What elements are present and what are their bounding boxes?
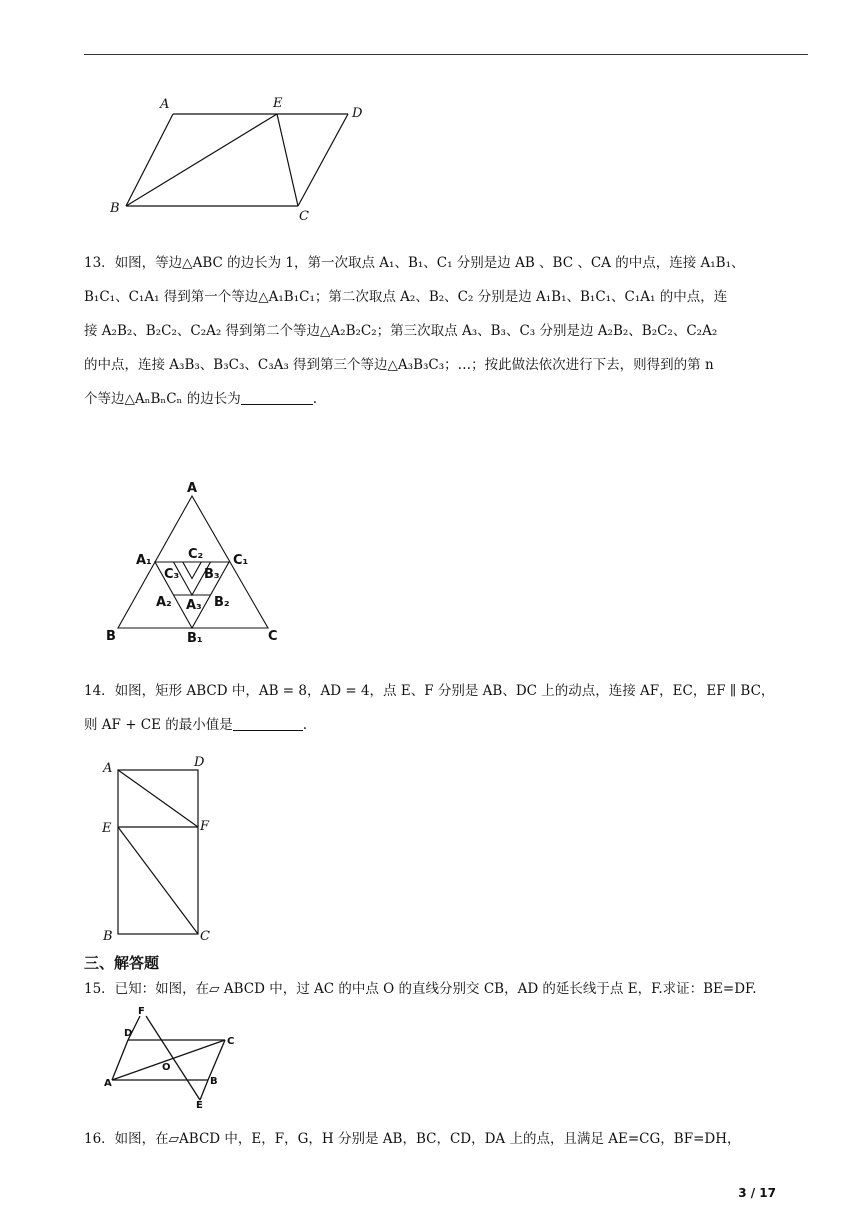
label-C3: C₃ (164, 567, 180, 582)
section-heading-3: 三、解答题 (84, 954, 160, 972)
question-14 (84, 674, 810, 742)
q14-text-1: 如图，矩形 ABCD 中，AB = 8，AD = 4，点 E、F 分别是 AB、DC 上的动点，连接 AF，EC，EF ∥ BC， (114, 683, 775, 699)
figure-q15 (100, 1004, 250, 1114)
label-A: A (160, 97, 170, 112)
label-C1: C₁ (233, 553, 249, 568)
figure-q12-parallelogram (100, 90, 380, 230)
answer-blank-13[interactable] (241, 390, 313, 405)
page-number: 3 / 17 (738, 1186, 776, 1200)
q16-line-1: 16．如图，在▱ABCD 中，E，F，G，H 分别是 AB，BC，CD，DA 上的点，且满足 AE=CG，BF=DH， (84, 1131, 741, 1147)
q14-text-2: 则 AF + CE 的最小值是 (84, 717, 233, 733)
label-E: E (273, 96, 283, 111)
label-B: B (210, 1076, 218, 1087)
q14-number: 14． (84, 683, 115, 699)
label-C: C (268, 629, 278, 644)
question-13 (84, 246, 810, 416)
label-F: F (200, 819, 210, 834)
label-E: E (196, 1100, 203, 1111)
label-B: B (103, 929, 113, 944)
label-D: D (194, 755, 205, 770)
label-B: B (106, 629, 116, 644)
label-D: D (352, 106, 363, 121)
label-O: O (162, 1062, 171, 1073)
q14-line-1 (84, 674, 810, 708)
q14-end: . (302, 717, 308, 733)
label-A2: A₂ (156, 595, 172, 610)
q13-end: . (312, 391, 317, 407)
label-A3: A₃ (186, 598, 202, 613)
label-B2: B₂ (214, 595, 230, 610)
q13-line-4: 的中点，连接 A₃B₃、B₃C₃、C₃A₃ 得到第三个等边△A₃B₃C₃；…；按此做法依次进行下去，则得到的第 n (84, 357, 714, 373)
label-A: A (103, 761, 113, 776)
label-D: D (124, 1028, 133, 1039)
label-B: B (110, 201, 120, 216)
label-C: C (200, 929, 210, 944)
answer-blank-14[interactable] (233, 716, 303, 731)
label-B1: B₁ (187, 631, 203, 646)
q13-number: 13． (84, 255, 115, 271)
figure-q13-triangles (100, 478, 300, 648)
q13-line-3: 接 A₂B₂、B₂C₂、C₂A₂ 得到第二个等边△A₂B₂C₂；第三次取点 A₃、B₃、C₃ 分别是边 A₂B₂、B₂C₂、C₂A₂ (84, 323, 718, 339)
label-C: C (299, 209, 309, 224)
label-B3: B₃ (204, 567, 220, 582)
label-E: E (102, 821, 112, 836)
question-15 (84, 972, 810, 1006)
q13-text-1: 如图，等边△ABC 的边长为 1，第一次取点 A₁、B₁、C₁ 分别是边 AB 、BC 、CA 的中点，连接 A₁B₁、 (114, 255, 745, 271)
label-C2: C₂ (188, 547, 204, 562)
label-F: F (138, 1006, 145, 1017)
q14-line-2 (84, 708, 810, 742)
q13-line-2: B₁C₁、C₁A₁ 得到第一个等边△A₁B₁C₁；第二次取点 A₂、B₂、C₂ 分别是边 A₁B₁、B₁C₁、C₁A₁ 的中点，连 (84, 289, 728, 305)
q13-text-5: 个等边△AₙBₙCₙ 的边长为 (84, 391, 241, 407)
question-16 (84, 1122, 810, 1156)
figure-q14-rectangle (100, 752, 230, 944)
q13-line-1 (84, 246, 810, 280)
q15-line-1: 15．已知：如图，在▱ ABCD 中，过 AC 的中点 O 的直线分别交 CB，AD 的延长线于点 E，F.求证：BE=DF. (84, 981, 757, 997)
label-C: C (227, 1036, 235, 1047)
label-A: A (187, 481, 198, 496)
header-rule (84, 54, 808, 55)
label-A: A (104, 1078, 112, 1089)
label-A1: A₁ (136, 553, 152, 568)
q13-line-5 (84, 382, 810, 416)
